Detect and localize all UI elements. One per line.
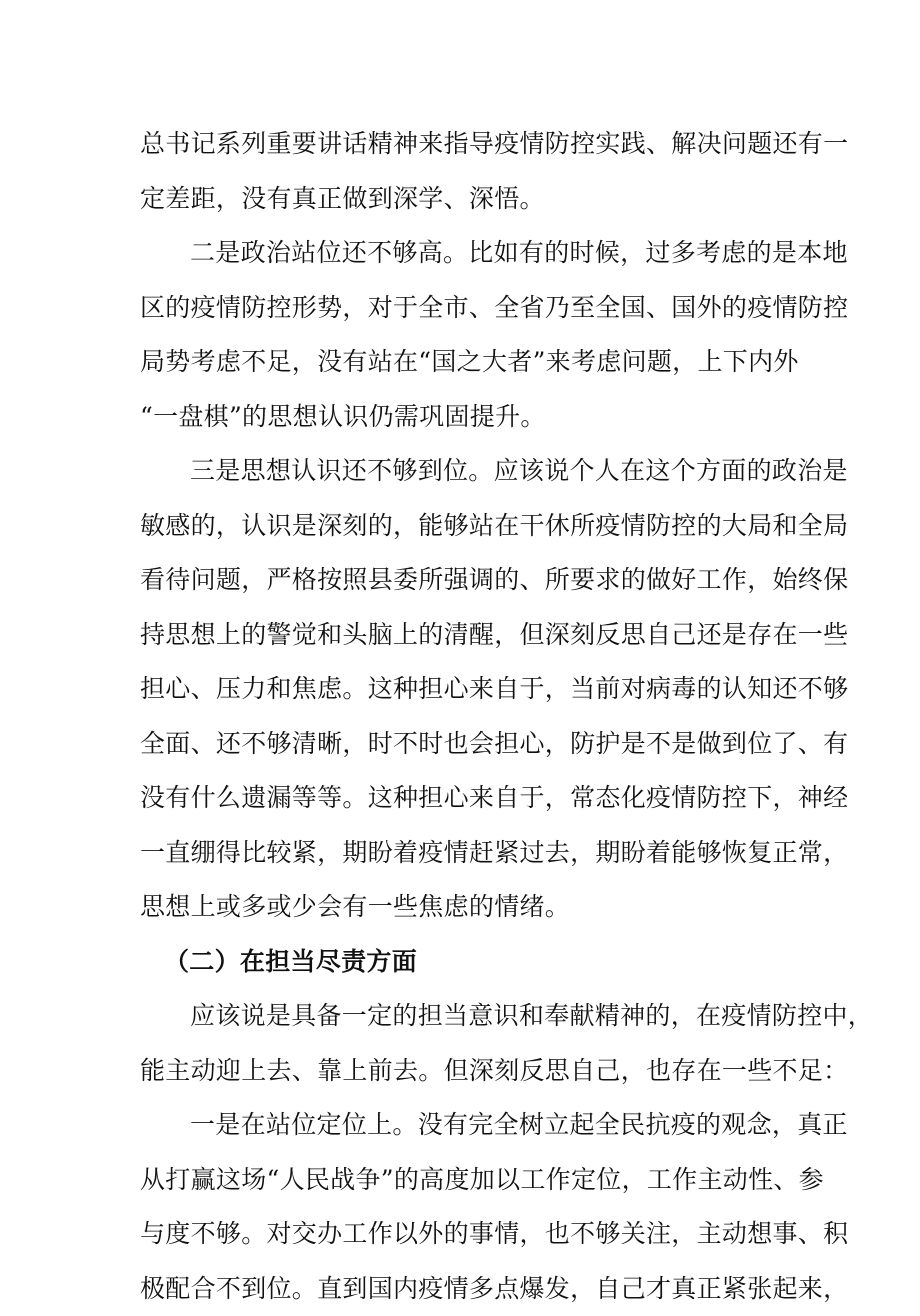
text-line-6: “一盘棋”的思想认识仍需巩固提升。	[140, 390, 780, 445]
text-line-15: 思想上或多或少会有一些焦虑的情绪。	[140, 880, 780, 935]
text-line-13: 没有什么遗漏等等。这种担心来自于，常态化疫情防控下，神经	[140, 771, 780, 826]
text-line-22: 极配合不到位。直到国内疫情多点爆发，自己才真正紧张起来，	[140, 1262, 780, 1316]
text-line-18: 能主动迎上去、靠上前去。但深刻反思自己，也存在一些不足：	[140, 1044, 780, 1099]
text-line-2: 定差距，没有真正做到深学、深悟。	[140, 172, 780, 227]
paragraph-start-4: 应该说是具备一定的担当意识和奉献精神的，在疫情防控中，	[140, 989, 780, 1044]
paragraph-start-2: 二是政治站位还不够高。比如有的时候，过多考虑的是本地	[140, 226, 780, 281]
text-line-1: 总书记系列重要讲话精神来指导疫情防控实践、解决问题还有一	[140, 117, 780, 172]
text-line-21: 与度不够。对交办工作以外的事情，也不够关注，主动想事、积	[140, 1207, 780, 1262]
text-line-20: 从打赢这场“人民战争”的高度加以工作定位，工作主动性、参	[140, 1153, 780, 1208]
text-line-8: 敏感的，认识是深刻的，能够站在干休所疫情防控的大局和全局	[140, 499, 780, 554]
text-line-11: 担心、压力和焦虑。这种担心来自于，当前对病毒的认知还不够	[140, 662, 780, 717]
text-line-12: 全面、还不够清晰，时不时也会担心，防护是不是做到位了、有	[140, 717, 780, 772]
text-line-5: 局势考虑不足，没有站在“国之大者”来考虑问题，上下内外	[140, 335, 780, 390]
text-line-4: 区的疫情防控形势，对于全市、全省乃至全国、国外的疫情防控	[140, 281, 780, 336]
paragraph-start-3: 三是思想认识还不够到位。应该说个人在这个方面的政治是	[140, 444, 780, 499]
paragraph-start-5: 一是在站位定位上。没有完全树立起全民抗疫的观念，真正	[140, 1098, 780, 1153]
section-heading: （二）在担当尽责方面	[140, 935, 780, 990]
text-line-10: 持思想上的警觉和头脑上的清醒，但深刻反思自己还是存在一些	[140, 608, 780, 663]
text-line-9: 看待问题，严格按照县委所强调的、所要求的做好工作，始终保	[140, 553, 780, 608]
text-line-14: 一直绷得比较紧，期盼着疫情赶紧过去，期盼着能够恢复正常，	[140, 826, 780, 881]
